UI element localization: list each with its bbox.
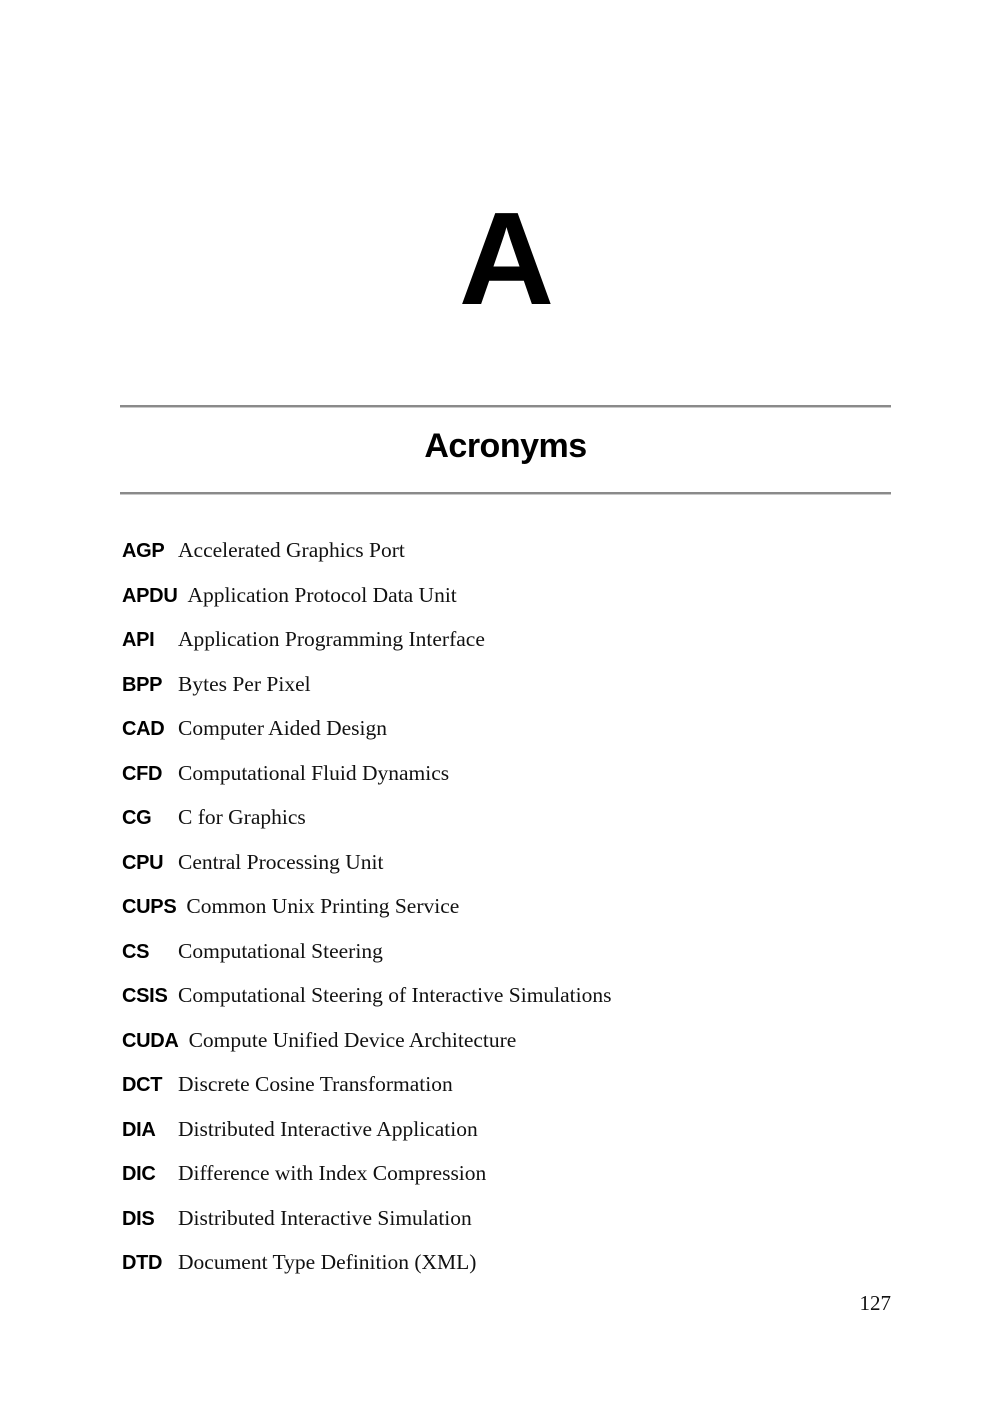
acronym-term: CAD [122,718,165,740]
acronym-term: BPP [122,673,163,696]
acronym-definition: Distributed Interactive Application [178,1116,478,1141]
acronym-row [122,849,892,879]
acronym-row [122,715,892,745]
acronym-row [122,938,892,968]
acronym-row [122,1027,892,1057]
acronym-definition: Computer Aided Design [178,716,388,740]
acronym-row [122,982,892,1012]
acronym-definition: Application Protocol Data Unit [187,582,457,607]
heading-rule-bottom [120,492,891,495]
acronym-term: CG [122,807,152,829]
acronym-definition: Central Processing Unit [178,849,384,874]
acronym-row [122,1071,892,1101]
acronym-row [122,1249,892,1279]
acronym-definition: Document Type Definition (XML) [178,1250,477,1274]
acronym-definition: Application Programming Interface [178,627,485,651]
acronym-term: DIS [122,1207,155,1230]
acronym-definition: Compute Unified Device Architecture [188,1027,517,1052]
acronym-row [122,760,892,790]
acronym-definition: Common Unix Printing Service [186,894,460,918]
acronym-definition: Bytes Per Pixel [178,671,311,696]
acronym-definition: Computational Steering of Interactive Simulations [178,983,612,1007]
acronym-row [122,537,892,567]
acronym-row [122,804,892,834]
acronym-list [122,537,892,1294]
acronym-term: DTD [122,1252,163,1274]
acronym-row [122,1160,892,1190]
acronym-term: CSIS [122,985,168,1007]
acronym-row [122,671,892,701]
acronym-term: DIA [122,1118,156,1141]
acronym-term: API [122,629,155,651]
acronym-definition: Discrete Cosine Transformation [178,1072,453,1096]
acronym-definition: Difference with Index Compression [178,1161,487,1185]
acronym-definition: Computational Steering [178,938,383,963]
acronym-definition: Distributed Interactive Simulation [178,1205,472,1230]
acronym-term: AGP [122,540,165,562]
acronym-definition: Computational Fluid Dynamics [178,760,450,785]
acronym-term: CUPS [122,896,177,918]
acronym-row [122,582,892,612]
acronym-row [122,1205,892,1235]
chapter-title: Acronyms [424,427,587,465]
acronym-term: CPU [122,851,164,874]
acronym-row [122,626,892,656]
chapter-letter: A [458,185,553,332]
acronym-definition: C for Graphics [178,805,306,829]
acronym-term: DIC [122,1163,156,1185]
page-number: 127 [859,1291,891,1315]
acronym-term: CS [122,940,150,963]
acronym-term: DCT [122,1074,163,1096]
acronym-term: CUDA [122,1029,179,1052]
acronym-row [122,1116,892,1146]
acronym-definition: Accelerated Graphics Port [178,538,405,562]
acronym-row [122,893,892,923]
acronym-term: CFD [122,762,163,785]
acronym-term: APDU [122,584,178,607]
heading-rule-top [120,405,891,408]
